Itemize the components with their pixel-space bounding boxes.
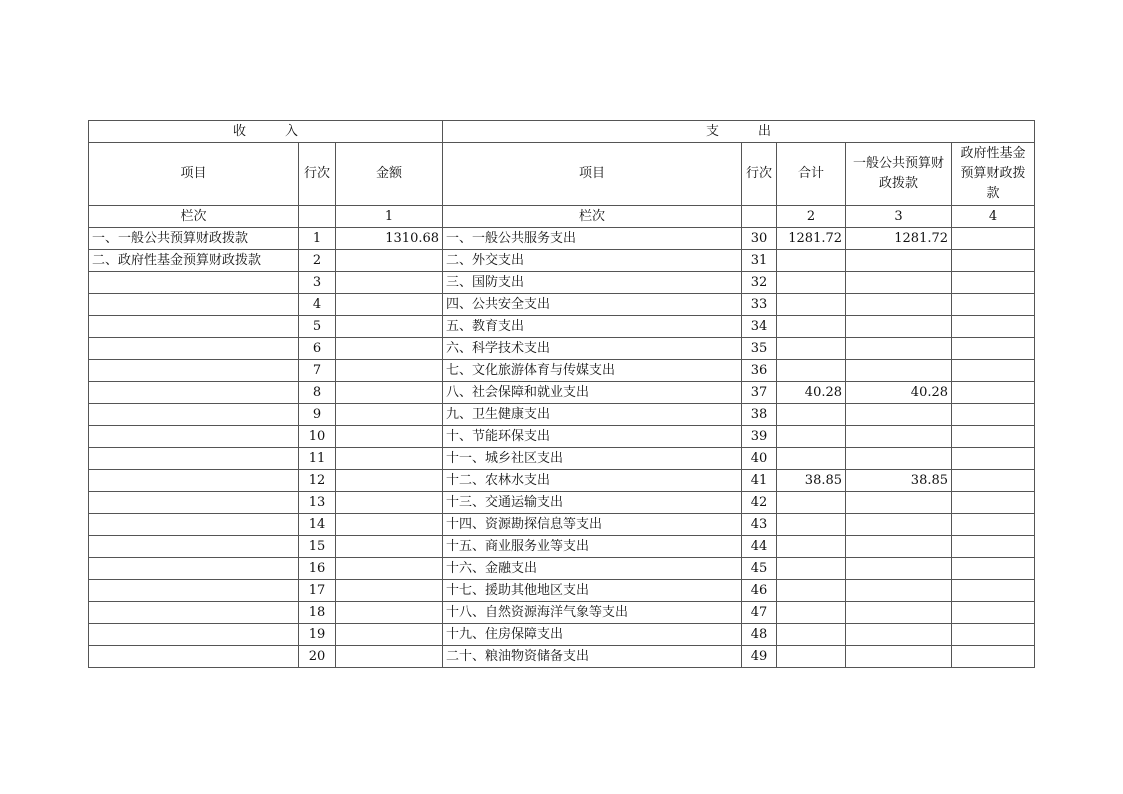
income-item-cell: 二、政府性基金预算财政拨款 — [89, 250, 299, 272]
income-amount-cell — [336, 536, 443, 558]
income-amount-cell — [336, 602, 443, 624]
table-row — [89, 470, 1035, 492]
table-row — [89, 294, 1035, 316]
general-cell — [846, 316, 952, 338]
expense-line-cell: 38 — [742, 404, 777, 426]
expense-item-cell: 五、教育支出 — [443, 316, 742, 338]
total-cell — [777, 360, 846, 382]
expense-line-cell: 36 — [742, 360, 777, 382]
income-amount-index: 1 — [336, 206, 443, 228]
income-amount-header: 金额 — [336, 143, 443, 206]
table-row — [89, 536, 1035, 558]
fund-cell — [952, 404, 1035, 426]
total-cell — [777, 404, 846, 426]
total-cell — [777, 492, 846, 514]
fund-index: 4 — [952, 206, 1035, 228]
expense-line-cell: 33 — [742, 294, 777, 316]
income-amount-cell — [336, 360, 443, 382]
fund-cell — [952, 580, 1035, 602]
income-item-cell — [89, 580, 299, 602]
income-line-cell: 14 — [299, 514, 336, 536]
income-line-header: 行次 — [299, 143, 336, 206]
expense-item-cell: 十、节能环保支出 — [443, 426, 742, 448]
total-cell: 40.28 — [777, 382, 846, 404]
general-cell — [846, 580, 952, 602]
expense-item-cell: 十一、城乡社区支出 — [443, 448, 742, 470]
income-item-cell — [89, 382, 299, 404]
expense-item-cell: 八、社会保障和就业支出 — [443, 382, 742, 404]
fund-cell — [952, 536, 1035, 558]
table-row — [89, 492, 1035, 514]
fund-cell — [952, 426, 1035, 448]
expense-item-cell: 二十、粮油物资储备支出 — [443, 646, 742, 668]
income-item-cell — [89, 492, 299, 514]
expense-item-cell: 二、外交支出 — [443, 250, 742, 272]
total-cell — [777, 294, 846, 316]
income-item-cell — [89, 514, 299, 536]
fund-cell — [952, 558, 1035, 580]
income-item-cell — [89, 558, 299, 580]
table-row — [89, 580, 1035, 602]
expense-item-cell: 十八、自然资源海洋气象等支出 — [443, 602, 742, 624]
income-amount-cell — [336, 558, 443, 580]
income-amount-cell — [336, 338, 443, 360]
general-cell — [846, 448, 952, 470]
table-row — [89, 404, 1035, 426]
income-item-cell — [89, 426, 299, 448]
expense-line-cell: 30 — [742, 228, 777, 250]
fund-cell — [952, 492, 1035, 514]
total-cell — [777, 580, 846, 602]
expense-line-index — [742, 206, 777, 228]
total-cell — [777, 272, 846, 294]
total-cell — [777, 426, 846, 448]
expense-line-cell: 40 — [742, 448, 777, 470]
expense-item-cell: 十七、援助其他地区支出 — [443, 580, 742, 602]
general-cell — [846, 338, 952, 360]
expense-line-cell: 35 — [742, 338, 777, 360]
column-header-row — [89, 143, 1035, 206]
expense-line-cell: 44 — [742, 536, 777, 558]
general-cell — [846, 624, 952, 646]
expense-item-cell: 一、一般公共服务支出 — [443, 228, 742, 250]
income-item-cell — [89, 338, 299, 360]
income-line-cell: 6 — [299, 338, 336, 360]
income-line-cell: 17 — [299, 580, 336, 602]
income-line-cell: 10 — [299, 426, 336, 448]
table-row — [89, 558, 1035, 580]
total-cell — [777, 624, 846, 646]
income-item-cell — [89, 294, 299, 316]
general-cell — [846, 250, 952, 272]
income-item-cell: 一、一般公共预算财政拨款 — [89, 228, 299, 250]
fund-cell — [952, 228, 1035, 250]
table-row — [89, 646, 1035, 668]
total-cell — [777, 250, 846, 272]
general-cell — [846, 602, 952, 624]
fund-cell — [952, 272, 1035, 294]
expense-line-cell: 31 — [742, 250, 777, 272]
income-amount-cell: 1310.68 — [336, 228, 443, 250]
expense-index-label: 栏次 — [443, 206, 742, 228]
income-line-cell: 18 — [299, 602, 336, 624]
expense-line-cell: 48 — [742, 624, 777, 646]
total-cell — [777, 316, 846, 338]
income-amount-cell — [336, 448, 443, 470]
expense-item-cell: 十四、资源勘探信息等支出 — [443, 514, 742, 536]
budget-table — [88, 120, 1035, 668]
fund-cell — [952, 514, 1035, 536]
fund-cell — [952, 646, 1035, 668]
expense-item-cell: 十五、商业服务业等支出 — [443, 536, 742, 558]
general-cell: 40.28 — [846, 382, 952, 404]
expense-item-cell: 十九、住房保障支出 — [443, 624, 742, 646]
table-row — [89, 514, 1035, 536]
income-line-cell: 4 — [299, 294, 336, 316]
general-cell — [846, 646, 952, 668]
expense-general-header: 一般公共预算财政拨款 — [846, 143, 952, 206]
total-cell — [777, 536, 846, 558]
general-cell — [846, 514, 952, 536]
expense-line-cell: 46 — [742, 580, 777, 602]
general-cell: 1281.72 — [846, 228, 952, 250]
fund-cell — [952, 624, 1035, 646]
fund-cell — [952, 602, 1035, 624]
fund-cell — [952, 360, 1035, 382]
table-row — [89, 272, 1035, 294]
income-amount-cell — [336, 294, 443, 316]
general-cell — [846, 404, 952, 426]
table-row — [89, 338, 1035, 360]
expense-line-cell: 42 — [742, 492, 777, 514]
income-item-cell — [89, 470, 299, 492]
income-amount-cell — [336, 646, 443, 668]
expense-section-header: 支 出 — [443, 121, 1035, 143]
table-row — [89, 228, 1035, 250]
expense-item-cell: 六、科学技术支出 — [443, 338, 742, 360]
income-item-cell — [89, 536, 299, 558]
expense-item-cell: 十二、农林水支出 — [443, 470, 742, 492]
fund-cell — [952, 316, 1035, 338]
general-cell — [846, 294, 952, 316]
expense-line-cell: 32 — [742, 272, 777, 294]
income-amount-cell — [336, 580, 443, 602]
expense-item-cell: 七、文化旅游体育与传媒支出 — [443, 360, 742, 382]
expense-line-cell: 37 — [742, 382, 777, 404]
general-cell — [846, 360, 952, 382]
income-line-cell: 20 — [299, 646, 336, 668]
general-cell — [846, 426, 952, 448]
income-line-cell: 2 — [299, 250, 336, 272]
table-row — [89, 382, 1035, 404]
table-row — [89, 448, 1035, 470]
income-item-cell — [89, 624, 299, 646]
income-line-cell: 7 — [299, 360, 336, 382]
section-header-row — [89, 121, 1035, 143]
income-item-header: 项目 — [89, 143, 299, 206]
fund-cell — [952, 250, 1035, 272]
total-cell — [777, 338, 846, 360]
total-cell — [777, 448, 846, 470]
income-item-cell — [89, 360, 299, 382]
income-item-cell — [89, 404, 299, 426]
income-section-header: 收 入 — [89, 121, 443, 143]
expense-line-cell: 43 — [742, 514, 777, 536]
income-item-cell — [89, 602, 299, 624]
table-row — [89, 360, 1035, 382]
expense-item-cell: 十六、金融支出 — [443, 558, 742, 580]
total-index: 2 — [777, 206, 846, 228]
expense-item-cell: 十三、交通运输支出 — [443, 492, 742, 514]
income-line-cell: 1 — [299, 228, 336, 250]
expense-line-cell: 39 — [742, 426, 777, 448]
expense-item-cell: 九、卫生健康支出 — [443, 404, 742, 426]
fund-cell — [952, 382, 1035, 404]
income-amount-cell — [336, 514, 443, 536]
income-line-cell: 9 — [299, 404, 336, 426]
general-index: 3 — [846, 206, 952, 228]
income-amount-cell — [336, 404, 443, 426]
table-row — [89, 602, 1035, 624]
income-line-cell: 11 — [299, 448, 336, 470]
table-row — [89, 316, 1035, 338]
income-item-cell — [89, 448, 299, 470]
total-cell: 38.85 — [777, 470, 846, 492]
general-cell — [846, 558, 952, 580]
income-index-label: 栏次 — [89, 206, 299, 228]
column-index-row — [89, 206, 1035, 228]
income-line-cell: 3 — [299, 272, 336, 294]
total-cell: 1281.72 — [777, 228, 846, 250]
general-cell — [846, 492, 952, 514]
expense-line-header: 行次 — [742, 143, 777, 206]
table-row — [89, 250, 1035, 272]
expense-item-header: 项目 — [443, 143, 742, 206]
income-line-cell: 19 — [299, 624, 336, 646]
table-row — [89, 426, 1035, 448]
income-line-cell: 13 — [299, 492, 336, 514]
income-item-cell — [89, 646, 299, 668]
expense-line-cell: 45 — [742, 558, 777, 580]
income-amount-cell — [336, 426, 443, 448]
expense-item-cell: 四、公共安全支出 — [443, 294, 742, 316]
general-cell — [846, 536, 952, 558]
income-amount-cell — [336, 250, 443, 272]
total-cell — [777, 514, 846, 536]
income-amount-cell — [336, 272, 443, 294]
total-cell — [777, 646, 846, 668]
income-line-cell: 12 — [299, 470, 336, 492]
fund-cell — [952, 470, 1035, 492]
income-line-cell: 16 — [299, 558, 336, 580]
income-amount-cell — [336, 316, 443, 338]
expense-line-cell: 34 — [742, 316, 777, 338]
income-line-cell: 5 — [299, 316, 336, 338]
income-item-cell — [89, 316, 299, 338]
fund-cell — [952, 448, 1035, 470]
income-amount-cell — [336, 382, 443, 404]
expense-item-cell: 三、国防支出 — [443, 272, 742, 294]
general-cell — [846, 272, 952, 294]
fund-cell — [952, 338, 1035, 360]
income-amount-cell — [336, 492, 443, 514]
expense-total-header: 合计 — [777, 143, 846, 206]
table-row — [89, 624, 1035, 646]
general-cell: 38.85 — [846, 470, 952, 492]
fund-cell — [952, 294, 1035, 316]
expense-line-cell: 47 — [742, 602, 777, 624]
total-cell — [777, 602, 846, 624]
income-line-cell: 8 — [299, 382, 336, 404]
income-amount-cell — [336, 470, 443, 492]
total-cell — [777, 558, 846, 580]
expense-line-cell: 41 — [742, 470, 777, 492]
expense-line-cell: 49 — [742, 646, 777, 668]
expense-fund-header: 政府性基金预算财政拨款 — [952, 143, 1035, 206]
income-line-index — [299, 206, 336, 228]
income-amount-cell — [336, 624, 443, 646]
income-item-cell — [89, 272, 299, 294]
income-line-cell: 15 — [299, 536, 336, 558]
